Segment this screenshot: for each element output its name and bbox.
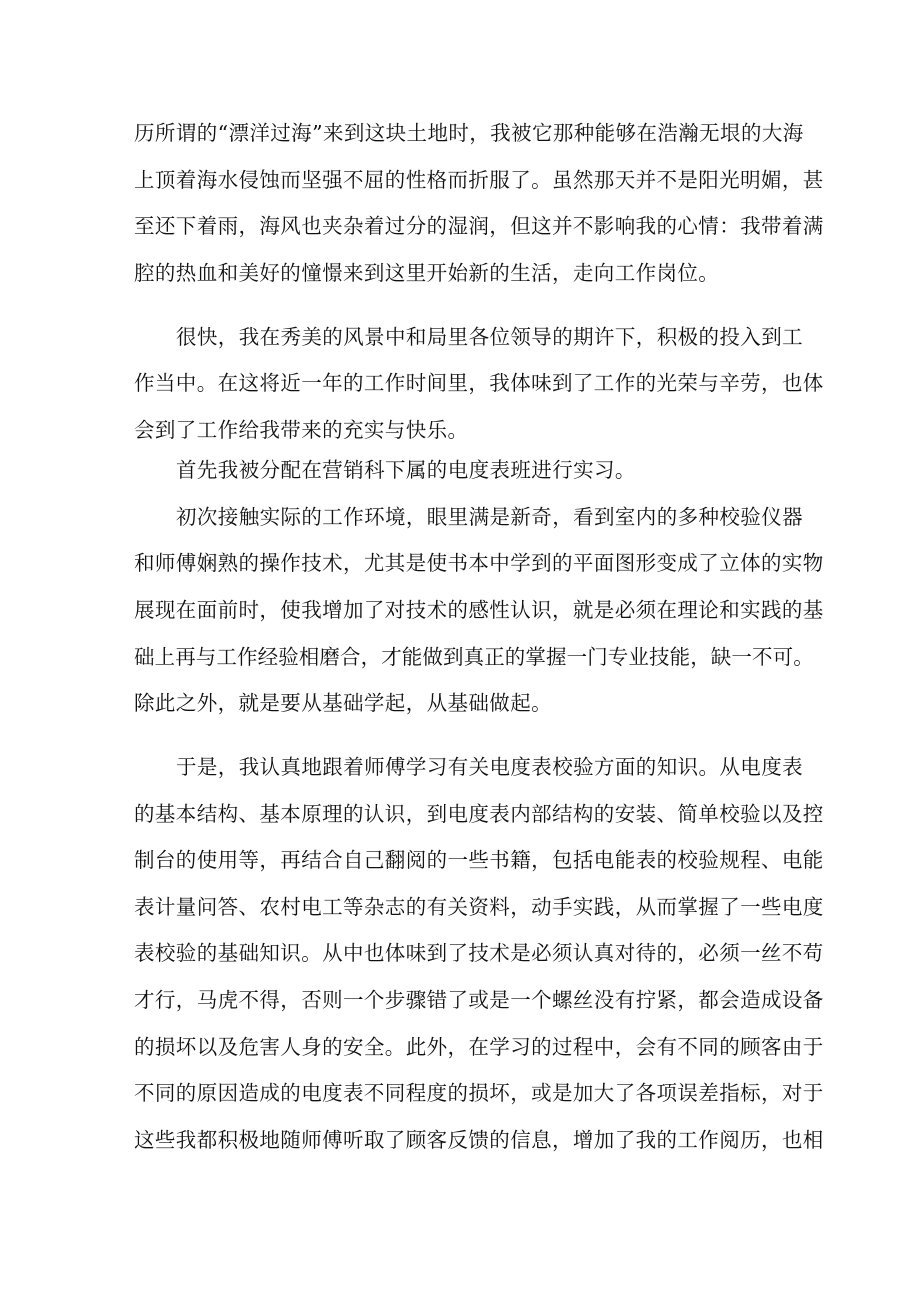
text-line: 很快，我在秀美的风景中和局里各位领导的期许下，积极的投入到工 <box>176 325 803 349</box>
text-line: 除此之外，就是要从基础学起，从基础做起。 <box>134 691 552 715</box>
text-line: 表校验的基础知识。从中也体味到了技术是必须认真对待的，必须一丝不苟 <box>134 941 824 965</box>
text-line: 会到了工作给我带来的充实与快乐。 <box>134 418 469 442</box>
text-line: 和师傅娴熟的操作技术，尤其是使书本中学到的平面图形变成了立体的实物 <box>134 551 824 575</box>
text-line: 腔的热血和美好的憧憬来到这里开始新的生活，走向工作岗位。 <box>134 261 720 285</box>
text-line: 历所谓的“漂洋过海”来到这块土地时，我被它那种能够在浩瀚无垠的大海 <box>134 121 804 145</box>
text-line: 不同的原因造成的电度表不同程度的损坏，或是加大了各项误差指标，对于 <box>134 1081 824 1105</box>
text-line: 首先我被分配在营销科下属的电度表班进行实习。 <box>176 458 636 482</box>
text-line: 于是，我认真地跟着师傅学习有关电度表校验方面的知识。从电度表 <box>176 755 803 779</box>
text-line: 础上再与工作经验相磨合，才能做到真正的掌握一门专业技能，缺一不可。 <box>134 645 814 669</box>
text-line: 作当中。在这将近一年的工作时间里，我体味到了工作的光荣与辛劳，也体 <box>134 371 824 395</box>
text-line: 展现在面前时，使我增加了对技术的感性认识，就是必须在理论和实践的基 <box>134 598 824 622</box>
text-line: 的损坏以及危害人身的安全。此外，在学习的过程中，会有不同的顾客由于 <box>134 1035 824 1059</box>
text-line: 的基本结构、基本原理的认识，到电度表内部结构的安装、简单校验以及控 <box>134 802 824 826</box>
text-line: 至还下着雨，海风也夹杂着过分的湿润，但这并不影响我的心情：我带着满 <box>134 214 824 238</box>
text-line: 这些我都积极地随师傅听取了顾客反馈的信息，增加了我的工作阅历，也相 <box>134 1128 824 1152</box>
text-line: 初次接触实际的工作环境，眼里满是新奇，看到室内的多种校验仪器 <box>176 505 803 529</box>
text-line: 制台的使用等，再结合自己翻阅的一些书籍，包括电能表的校验规程、电能 <box>134 848 824 872</box>
text-line: 才行，马虎不得，否则一个步骤错了或是一个螺丝没有拧紧，都会造成设备 <box>134 988 824 1012</box>
text-line: 上顶着海水侵蚀而坚强不屈的性格而折服了。虽然那天并不是阳光明媚，甚 <box>134 168 824 192</box>
text-line: 表计量问答、农村电工等杂志的有关资料，动手实践，从而掌握了一些电度 <box>134 895 824 919</box>
